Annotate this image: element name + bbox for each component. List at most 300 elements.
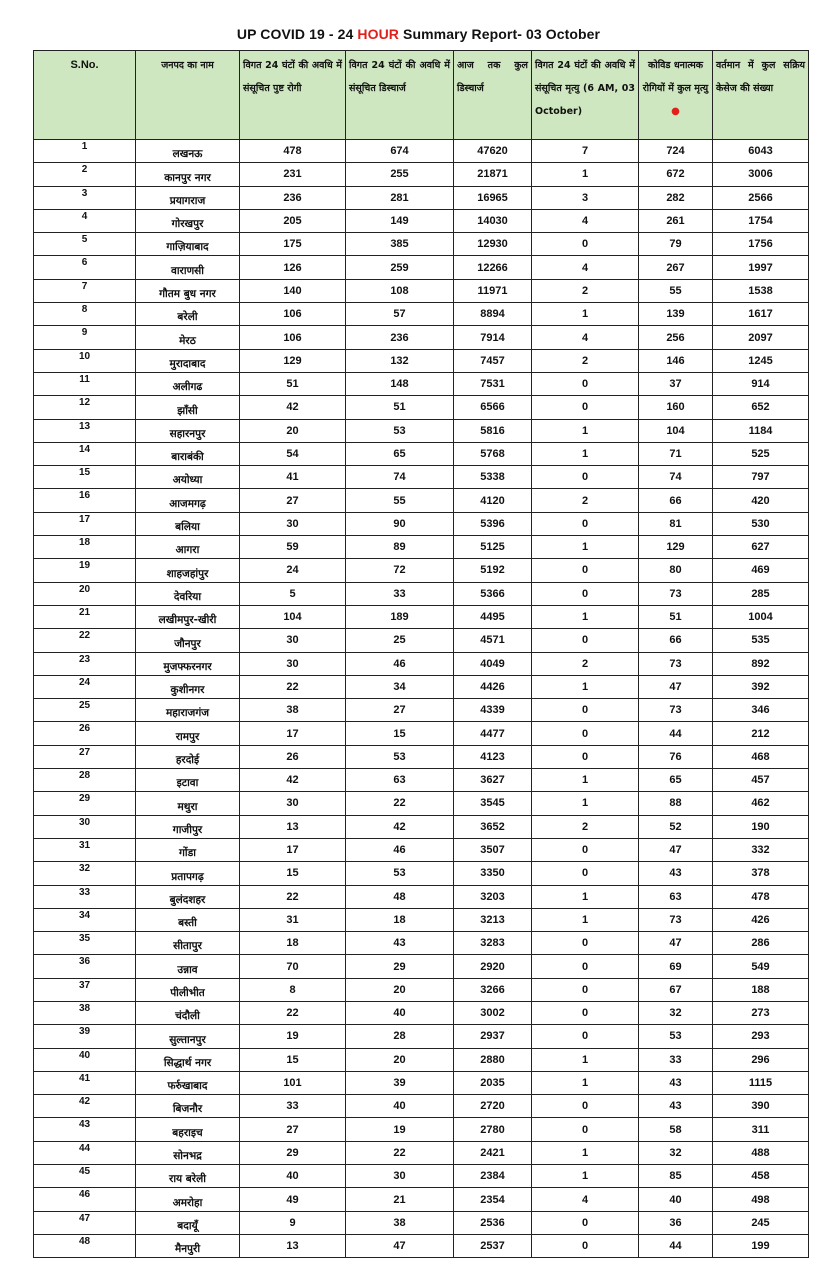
cell-sno: 2 [34, 163, 136, 186]
cell-district: हरदोई [136, 745, 240, 768]
cell-active-cases: 1115 [713, 1071, 809, 1094]
cell-district: आगरा [136, 536, 240, 559]
cell-total-deaths: 44 [639, 1234, 713, 1257]
cell-discharge-24h: 63 [346, 769, 454, 792]
cell-total-deaths: 81 [639, 512, 713, 535]
cell-active-cases: 285 [713, 582, 809, 605]
cell-total-discharge: 2720 [454, 1095, 532, 1118]
cell-deaths-24h: 1 [532, 1141, 639, 1164]
cell-active-cases: 293 [713, 1025, 809, 1048]
cell-total-deaths: 69 [639, 955, 713, 978]
cell-discharge-24h: 38 [346, 1211, 454, 1234]
cell-district: झाँसी [136, 396, 240, 419]
table-row [34, 536, 809, 559]
cell-sno: 27 [34, 745, 136, 768]
cell-discharge-24h: 40 [346, 1095, 454, 1118]
table-row [34, 862, 809, 885]
cell-district: कानपुर नगर [136, 163, 240, 186]
cell-positive-24h: 27 [240, 489, 346, 512]
table-row [34, 163, 809, 186]
header-positive-24h: विगत 24 घंटों की अवधि में संसूचित पुष्ट रोगी [240, 51, 346, 140]
cell-positive-24h: 5 [240, 582, 346, 605]
table-row [34, 978, 809, 1001]
cell-active-cases: 914 [713, 372, 809, 395]
cell-sno: 5 [34, 233, 136, 256]
cell-discharge-24h: 108 [346, 279, 454, 302]
cell-deaths-24h: 0 [532, 862, 639, 885]
cell-active-cases: 525 [713, 442, 809, 465]
cell-total-discharge: 3507 [454, 838, 532, 861]
cell-total-deaths: 256 [639, 326, 713, 349]
header-row [34, 51, 809, 140]
cell-total-deaths: 53 [639, 1025, 713, 1048]
cell-district: अलीगढ [136, 372, 240, 395]
cell-total-deaths: 160 [639, 396, 713, 419]
cell-total-deaths: 66 [639, 629, 713, 652]
cell-deaths-24h: 1 [532, 675, 639, 698]
table-row [34, 745, 809, 768]
cell-active-cases: 468 [713, 745, 809, 768]
cell-active-cases: 1538 [713, 279, 809, 302]
cell-district: वाराणसी [136, 256, 240, 279]
cell-discharge-24h: 281 [346, 186, 454, 209]
report-title [0, 26, 837, 42]
cell-discharge-24h: 46 [346, 838, 454, 861]
cell-total-deaths: 58 [639, 1118, 713, 1141]
cell-deaths-24h: 0 [532, 932, 639, 955]
cell-total-deaths: 73 [639, 908, 713, 931]
cell-total-discharge: 4477 [454, 722, 532, 745]
cell-deaths-24h: 0 [532, 838, 639, 861]
cell-deaths-24h: 0 [532, 512, 639, 535]
cell-sno: 3 [34, 186, 136, 209]
title-highlight: HOUR [357, 26, 400, 42]
cell-district: बिजनौर [136, 1095, 240, 1118]
cell-discharge-24h: 39 [346, 1071, 454, 1094]
cell-total-deaths: 261 [639, 209, 713, 232]
cell-total-discharge: 3283 [454, 932, 532, 955]
cell-active-cases: 346 [713, 699, 809, 722]
cell-total-discharge: 12930 [454, 233, 532, 256]
cell-deaths-24h: 1 [532, 1165, 639, 1188]
table-row [34, 1165, 809, 1188]
cell-total-discharge: 2421 [454, 1141, 532, 1164]
cell-active-cases: 286 [713, 932, 809, 955]
cell-sno: 37 [34, 978, 136, 1001]
cell-total-deaths: 33 [639, 1048, 713, 1071]
cell-district: मुजफ्फरनगर [136, 652, 240, 675]
cell-active-cases: 498 [713, 1188, 809, 1211]
cell-total-deaths: 79 [639, 233, 713, 256]
header-total-deaths-text: कोविड धनात्मक रोगियों में कुल मृत्यु [642, 60, 709, 94]
cell-active-cases: 1184 [713, 419, 809, 442]
cell-positive-24h: 126 [240, 256, 346, 279]
cell-active-cases: 420 [713, 489, 809, 512]
title-suffix: Summary Report- 03 October [399, 26, 601, 42]
cell-sno: 26 [34, 722, 136, 745]
table-row [34, 256, 809, 279]
cell-sno: 46 [34, 1188, 136, 1211]
cell-active-cases: 190 [713, 815, 809, 838]
cell-active-cases: 426 [713, 908, 809, 931]
cell-deaths-24h: 0 [532, 1211, 639, 1234]
cell-deaths-24h: 0 [532, 233, 639, 256]
cell-sno: 45 [34, 1165, 136, 1188]
cell-total-discharge: 12266 [454, 256, 532, 279]
table-row [34, 838, 809, 861]
header-total-discharge: आज तक कुल डिस्चार्ज [454, 51, 532, 140]
cell-district: गोरखपुर [136, 209, 240, 232]
cell-total-discharge: 16965 [454, 186, 532, 209]
cell-discharge-24h: 30 [346, 1165, 454, 1188]
cell-total-discharge: 2780 [454, 1118, 532, 1141]
cell-total-discharge: 5366 [454, 582, 532, 605]
cell-deaths-24h: 0 [532, 1025, 639, 1048]
table-row [34, 1211, 809, 1234]
table-row [34, 233, 809, 256]
cell-district: प्रयागराज [136, 186, 240, 209]
cell-deaths-24h: 2 [532, 279, 639, 302]
cell-district: अमरोहा [136, 1188, 240, 1211]
cell-total-deaths: 76 [639, 745, 713, 768]
cell-active-cases: 2566 [713, 186, 809, 209]
cell-discharge-24h: 132 [346, 349, 454, 372]
cell-active-cases: 1756 [713, 233, 809, 256]
cell-sno: 24 [34, 675, 136, 698]
cell-active-cases: 390 [713, 1095, 809, 1118]
cell-total-discharge: 2536 [454, 1211, 532, 1234]
cell-active-cases: 296 [713, 1048, 809, 1071]
table-row [34, 792, 809, 815]
cell-total-discharge: 4049 [454, 652, 532, 675]
cell-district: आजमगढ़ [136, 489, 240, 512]
cell-total-discharge: 14030 [454, 209, 532, 232]
cell-total-deaths: 51 [639, 605, 713, 628]
cell-active-cases: 488 [713, 1141, 809, 1164]
cell-district: जौनपुर [136, 629, 240, 652]
cell-positive-24h: 175 [240, 233, 346, 256]
cell-deaths-24h: 0 [532, 396, 639, 419]
cell-total-discharge: 2537 [454, 1234, 532, 1257]
header-district: जनपद का नाम [136, 51, 240, 140]
cell-district: गाजीपुर [136, 815, 240, 838]
cell-total-deaths: 282 [639, 186, 713, 209]
cell-district: उन्नाव [136, 955, 240, 978]
cell-discharge-24h: 255 [346, 163, 454, 186]
table-row [34, 675, 809, 698]
cell-active-cases: 530 [713, 512, 809, 535]
cell-total-deaths: 32 [639, 1141, 713, 1164]
cell-positive-24h: 104 [240, 605, 346, 628]
table-row [34, 652, 809, 675]
cell-deaths-24h: 1 [532, 1048, 639, 1071]
cell-total-discharge: 4339 [454, 699, 532, 722]
cell-deaths-24h: 4 [532, 1188, 639, 1211]
cell-district: चंदौली [136, 1001, 240, 1024]
cell-total-discharge: 7457 [454, 349, 532, 372]
cell-positive-24h: 38 [240, 699, 346, 722]
cell-sno: 33 [34, 885, 136, 908]
summary-table [33, 50, 809, 1258]
cell-discharge-24h: 674 [346, 140, 454, 163]
cell-total-deaths: 74 [639, 466, 713, 489]
table-row [34, 1071, 809, 1094]
cell-total-deaths: 104 [639, 419, 713, 442]
cell-total-deaths: 43 [639, 1071, 713, 1094]
header-active-cases: वर्तमान में कुल सक्रिय केसेज की संख्या [713, 51, 809, 140]
cell-positive-24h: 30 [240, 792, 346, 815]
cell-total-discharge: 5125 [454, 536, 532, 559]
cell-sno: 42 [34, 1095, 136, 1118]
cell-total-deaths: 36 [639, 1211, 713, 1234]
cell-active-cases: 797 [713, 466, 809, 489]
table-row [34, 955, 809, 978]
cell-total-discharge: 3213 [454, 908, 532, 931]
cell-positive-24h: 9 [240, 1211, 346, 1234]
cell-sno: 40 [34, 1048, 136, 1071]
cell-total-deaths: 73 [639, 652, 713, 675]
cell-total-discharge: 5338 [454, 466, 532, 489]
table-row [34, 629, 809, 652]
cell-discharge-24h: 385 [346, 233, 454, 256]
cell-sno: 13 [34, 419, 136, 442]
cell-district: लखीमपुर-खीरी [136, 605, 240, 628]
cell-positive-24h: 42 [240, 396, 346, 419]
table-row [34, 699, 809, 722]
cell-total-discharge: 5768 [454, 442, 532, 465]
cell-total-discharge: 6566 [454, 396, 532, 419]
cell-active-cases: 627 [713, 536, 809, 559]
cell-total-deaths: 724 [639, 140, 713, 163]
cell-district: राय बरेली [136, 1165, 240, 1188]
table-row [34, 419, 809, 442]
cell-deaths-24h: 1 [532, 163, 639, 186]
cell-deaths-24h: 2 [532, 349, 639, 372]
cell-positive-24h: 129 [240, 349, 346, 372]
cell-total-discharge: 47620 [454, 140, 532, 163]
cell-total-deaths: 71 [639, 442, 713, 465]
cell-sno: 1 [34, 140, 136, 163]
table-row [34, 1234, 809, 1257]
cell-district: पीलीभीत [136, 978, 240, 1001]
cell-discharge-24h: 259 [346, 256, 454, 279]
cell-discharge-24h: 148 [346, 372, 454, 395]
cell-total-discharge: 2880 [454, 1048, 532, 1071]
cell-sno: 19 [34, 559, 136, 582]
cell-sno: 17 [34, 512, 136, 535]
cell-positive-24h: 15 [240, 862, 346, 885]
cell-total-discharge: 5396 [454, 512, 532, 535]
cell-district: कुशीनगर [136, 675, 240, 698]
cell-discharge-24h: 189 [346, 605, 454, 628]
cell-active-cases: 892 [713, 652, 809, 675]
cell-positive-24h: 30 [240, 629, 346, 652]
table-row [34, 279, 809, 302]
cell-deaths-24h: 1 [532, 605, 639, 628]
cell-positive-24h: 20 [240, 419, 346, 442]
cell-total-discharge: 4120 [454, 489, 532, 512]
cell-district: गाज़ियाबाद [136, 233, 240, 256]
cell-total-discharge: 2035 [454, 1071, 532, 1094]
cell-discharge-24h: 53 [346, 745, 454, 768]
title-prefix: UP COVID 19 - 24 [236, 26, 358, 42]
cell-sno: 25 [34, 699, 136, 722]
cell-deaths-24h: 1 [532, 442, 639, 465]
cell-active-cases: 535 [713, 629, 809, 652]
cell-total-deaths: 73 [639, 582, 713, 605]
cell-district: अयोध्या [136, 466, 240, 489]
cell-active-cases: 1004 [713, 605, 809, 628]
cell-total-discharge: 11971 [454, 279, 532, 302]
cell-deaths-24h: 1 [532, 908, 639, 931]
cell-total-deaths: 52 [639, 815, 713, 838]
cell-discharge-24h: 42 [346, 815, 454, 838]
cell-active-cases: 652 [713, 396, 809, 419]
cell-total-deaths: 267 [639, 256, 713, 279]
cell-discharge-24h: 57 [346, 303, 454, 326]
cell-total-discharge: 2384 [454, 1165, 532, 1188]
cell-discharge-24h: 34 [346, 675, 454, 698]
table-row [34, 908, 809, 931]
header-sno: S.No. [34, 51, 136, 140]
cell-sno: 29 [34, 792, 136, 815]
cell-deaths-24h: 1 [532, 303, 639, 326]
cell-total-deaths: 37 [639, 372, 713, 395]
cell-positive-24h: 15 [240, 1048, 346, 1071]
cell-positive-24h: 27 [240, 1118, 346, 1141]
cell-active-cases: 199 [713, 1234, 809, 1257]
cell-district: लखनऊ [136, 140, 240, 163]
cell-positive-24h: 22 [240, 675, 346, 698]
cell-discharge-24h: 33 [346, 582, 454, 605]
cell-active-cases: 378 [713, 862, 809, 885]
cell-total-deaths: 672 [639, 163, 713, 186]
cell-district: बस्ती [136, 908, 240, 931]
cell-active-cases: 1754 [713, 209, 809, 232]
cell-positive-24h: 205 [240, 209, 346, 232]
cell-deaths-24h: 1 [532, 885, 639, 908]
cell-positive-24h: 236 [240, 186, 346, 209]
cell-total-deaths: 66 [639, 489, 713, 512]
cell-sno: 22 [34, 629, 136, 652]
cell-discharge-24h: 90 [346, 512, 454, 535]
cell-active-cases: 462 [713, 792, 809, 815]
cell-total-deaths: 85 [639, 1165, 713, 1188]
cell-total-discharge: 3203 [454, 885, 532, 908]
cell-deaths-24h: 0 [532, 1118, 639, 1141]
cell-sno: 9 [34, 326, 136, 349]
cell-sno: 21 [34, 605, 136, 628]
cell-deaths-24h: 4 [532, 256, 639, 279]
table-row [34, 1095, 809, 1118]
cell-deaths-24h: 0 [532, 559, 639, 582]
cell-deaths-24h: 0 [532, 1234, 639, 1257]
table-row [34, 932, 809, 955]
cell-deaths-24h: 0 [532, 629, 639, 652]
cell-district: देवरिया [136, 582, 240, 605]
cell-total-deaths: 67 [639, 978, 713, 1001]
cell-total-deaths: 73 [639, 699, 713, 722]
cell-total-discharge: 2937 [454, 1025, 532, 1048]
cell-discharge-24h: 27 [346, 699, 454, 722]
cell-active-cases: 6043 [713, 140, 809, 163]
cell-total-discharge: 7531 [454, 372, 532, 395]
table-row [34, 489, 809, 512]
cell-positive-24h: 22 [240, 1001, 346, 1024]
cell-discharge-24h: 48 [346, 885, 454, 908]
cell-district: गौतम बुध नगर [136, 279, 240, 302]
cell-positive-24h: 106 [240, 303, 346, 326]
cell-total-discharge: 8894 [454, 303, 532, 326]
cell-total-discharge: 21871 [454, 163, 532, 186]
cell-discharge-24h: 21 [346, 1188, 454, 1211]
cell-positive-24h: 106 [240, 326, 346, 349]
cell-deaths-24h: 2 [532, 652, 639, 675]
cell-sno: 15 [34, 466, 136, 489]
header-total-deaths [639, 51, 713, 140]
cell-discharge-24h: 22 [346, 792, 454, 815]
cell-total-discharge: 2920 [454, 955, 532, 978]
cell-deaths-24h: 0 [532, 1001, 639, 1024]
cell-positive-24h: 33 [240, 1095, 346, 1118]
cell-district: सीतापुर [136, 932, 240, 955]
cell-sno: 23 [34, 652, 136, 675]
cell-deaths-24h: 1 [532, 769, 639, 792]
cell-sno: 8 [34, 303, 136, 326]
cell-discharge-24h: 19 [346, 1118, 454, 1141]
cell-district: मथुरा [136, 792, 240, 815]
cell-sno: 14 [34, 442, 136, 465]
cell-positive-24h: 17 [240, 722, 346, 745]
cell-sno: 6 [34, 256, 136, 279]
cell-discharge-24h: 20 [346, 1048, 454, 1071]
cell-sno: 18 [34, 536, 136, 559]
cell-positive-24h: 42 [240, 769, 346, 792]
cell-sno: 48 [34, 1234, 136, 1257]
cell-sno: 10 [34, 349, 136, 372]
table-body [34, 140, 809, 1258]
cell-district: इटावा [136, 769, 240, 792]
cell-district: गोंडा [136, 838, 240, 861]
cell-total-deaths: 139 [639, 303, 713, 326]
cell-deaths-24h: 0 [532, 582, 639, 605]
cell-active-cases: 457 [713, 769, 809, 792]
cell-district: बलिया [136, 512, 240, 535]
cell-positive-24h: 30 [240, 512, 346, 535]
cell-positive-24h: 17 [240, 838, 346, 861]
cell-total-deaths: 43 [639, 862, 713, 885]
table-row [34, 885, 809, 908]
cell-positive-24h: 22 [240, 885, 346, 908]
cell-deaths-24h: 1 [532, 536, 639, 559]
cell-active-cases: 392 [713, 675, 809, 698]
cell-discharge-24h: 25 [346, 629, 454, 652]
cell-positive-24h: 13 [240, 815, 346, 838]
cell-discharge-24h: 236 [346, 326, 454, 349]
table-row [34, 559, 809, 582]
table-row [34, 1025, 809, 1048]
cell-positive-24h: 70 [240, 955, 346, 978]
cell-district: सुल्तानपुर [136, 1025, 240, 1048]
cell-discharge-24h: 53 [346, 419, 454, 442]
cell-sno: 44 [34, 1141, 136, 1164]
table-row [34, 209, 809, 232]
cell-sno: 36 [34, 955, 136, 978]
cell-total-discharge: 4571 [454, 629, 532, 652]
cell-sno: 39 [34, 1025, 136, 1048]
cell-total-deaths: 43 [639, 1095, 713, 1118]
cell-district: बहराइच [136, 1118, 240, 1141]
